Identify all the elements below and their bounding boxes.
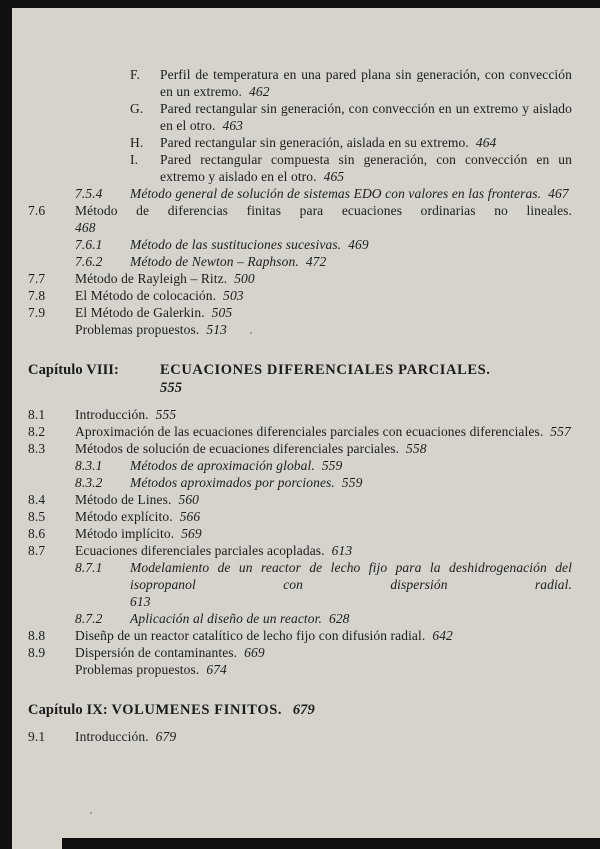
toc-page-number: 642 bbox=[432, 628, 453, 643]
scan-edge-left bbox=[0, 0, 12, 849]
toc-entry-text: Modelamiento de un reactor de lecho fijo para la deshidrogenación del isopropanol con dispersión radial. 613 bbox=[130, 560, 572, 609]
toc-entry-number: 8.5 bbox=[28, 509, 46, 524]
toc-entry-text: Introducción. 679 bbox=[75, 729, 177, 744]
scan-edge-top bbox=[0, 0, 600, 8]
toc-content bbox=[28, 66, 572, 745]
toc-entry-text: Problemas propuestos. 674 bbox=[75, 662, 227, 677]
toc-entry bbox=[28, 304, 572, 321]
toc-entry-number: 9.1 bbox=[28, 729, 46, 744]
toc-entry bbox=[28, 406, 572, 423]
toc-page-number: 505 bbox=[211, 305, 233, 320]
chapter-title: ECUACIONES DIFERENCIALES PARCIALES. bbox=[160, 362, 491, 378]
toc-entry bbox=[28, 270, 572, 287]
toc-entry-number: 8.7.1 bbox=[75, 560, 103, 575]
toc-entry bbox=[28, 661, 572, 678]
toc-page-number: 462 bbox=[249, 84, 270, 99]
toc-page-number: 613 bbox=[130, 594, 151, 609]
toc-entry-number: 8.3.2 bbox=[75, 475, 103, 490]
toc-entry-text: Dispersión de contaminantes. 669 bbox=[75, 645, 265, 660]
toc-page-number: 513 bbox=[206, 322, 227, 337]
chapter-page-number: 555 bbox=[160, 380, 183, 396]
toc-entry-number: 7.6.1 bbox=[75, 237, 103, 252]
toc-entry bbox=[28, 627, 572, 644]
toc-entry-number: 8.2 bbox=[28, 424, 46, 439]
toc-entry bbox=[28, 525, 572, 542]
toc-entry-text: Métodos aproximados por porciones. 559 bbox=[130, 475, 363, 490]
chapter-heading bbox=[28, 361, 572, 397]
toc-entry-text: Aproximación de las ecuaciones diferenciales parciales con ecuaciones diferenciales. 557 bbox=[75, 424, 571, 439]
toc-entry-text: Método de Newton – Raphson. 472 bbox=[130, 254, 327, 269]
toc-entry-number: 8.6 bbox=[28, 526, 46, 541]
toc-page-number: 463 bbox=[222, 118, 244, 133]
toc-entry-number: 7.7 bbox=[28, 271, 46, 286]
toc-entry-text: Métodos de aproximación global. 559 bbox=[130, 458, 343, 473]
toc-page-number: 469 bbox=[348, 237, 369, 252]
toc-entry-number: 8.1 bbox=[28, 407, 46, 422]
toc-entry bbox=[28, 542, 572, 559]
toc-entry-text: El Método de colocación. 503 bbox=[75, 288, 244, 303]
toc-page-number: 558 bbox=[406, 441, 427, 456]
toc-entry-number: 8.9 bbox=[28, 645, 46, 660]
toc-entry-text: Pared rectangular sin generación, con convección en un extremo y aislado en el otro. 463 bbox=[160, 101, 572, 133]
toc-entry bbox=[28, 474, 572, 491]
toc-entry-number: 8.7 bbox=[28, 543, 46, 558]
toc-entry-text: Método de Rayleigh – Ritz. 500 bbox=[75, 271, 255, 286]
toc-page-number: 500 bbox=[234, 271, 255, 286]
toc-page-number: 674 bbox=[206, 662, 227, 677]
chapter-heading bbox=[28, 701, 572, 719]
toc-entry-text: Método explícito. 566 bbox=[75, 509, 201, 524]
toc-entry-text: Método de diferencias finitas para ecuaciones ordinarias no lineales. 468 bbox=[75, 203, 572, 235]
chapter-label: Capítulo VIII: bbox=[28, 362, 119, 378]
toc-entry-number: 7.5.4 bbox=[75, 186, 103, 201]
toc-entry-text: Introducción. 555 bbox=[75, 407, 177, 422]
toc-entry bbox=[28, 66, 572, 100]
toc-entry-number: 8.3.1 bbox=[75, 458, 103, 473]
toc-entry-number: 7.8 bbox=[28, 288, 46, 303]
toc-page-number: 472 bbox=[305, 254, 327, 269]
toc-entry-text: Método general de solución de sistemas EDO con valores en las fronteras. 467 bbox=[130, 186, 569, 201]
toc-entry-number: H. bbox=[130, 135, 144, 150]
toc-entry-number bbox=[28, 661, 75, 678]
toc-entry-number: 8.4 bbox=[28, 492, 46, 507]
toc-entry-text: Métodos de solución de ecuaciones diferenciales parciales. 558 bbox=[75, 441, 427, 456]
toc-entry bbox=[28, 151, 572, 185]
toc-entry bbox=[28, 644, 572, 661]
chapter-title: VOLUMENES FINITOS. bbox=[111, 702, 283, 718]
toc-page-number: 468 bbox=[75, 220, 96, 235]
toc-entry-text: Problemas propuestos. 513 bbox=[75, 322, 227, 337]
toc-entry-text: El Método de Galerkin. 505 bbox=[75, 305, 233, 320]
toc-entry bbox=[28, 321, 572, 338]
toc-entry bbox=[28, 253, 572, 270]
toc-entry bbox=[28, 491, 572, 508]
toc-entry bbox=[28, 610, 572, 627]
toc-page-number: 628 bbox=[328, 611, 350, 626]
toc-entry bbox=[28, 423, 572, 440]
toc-page-number: 559 bbox=[341, 475, 363, 490]
toc-entry bbox=[28, 100, 572, 134]
toc-page-number: 464 bbox=[475, 135, 497, 150]
toc-entry-number: F. bbox=[130, 67, 141, 82]
toc-entry bbox=[28, 202, 572, 236]
toc-entry-number: G. bbox=[130, 101, 144, 116]
toc-entry-number: 7.9 bbox=[28, 305, 46, 320]
toc-entry-number: 8.3 bbox=[28, 441, 46, 456]
toc-page-number: 555 bbox=[155, 407, 177, 422]
toc-entry bbox=[28, 440, 572, 457]
toc-page-number: 613 bbox=[331, 543, 353, 558]
toc-entry-text: Método implícito. 569 bbox=[75, 526, 202, 541]
chapter-label: Capítulo IX: bbox=[28, 702, 108, 718]
toc-page-number: 560 bbox=[178, 492, 200, 507]
toc-page-number: 467 bbox=[548, 186, 569, 201]
toc-entry bbox=[28, 559, 572, 610]
toc-entry-text: Ecuaciones diferenciales parciales acopladas. 613 bbox=[75, 543, 353, 558]
toc-entry-number: 7.6 bbox=[28, 203, 46, 218]
toc-entry-text: Diseñp de un reactor catalítico de lecho fijo con difusión radial. 642 bbox=[75, 628, 453, 643]
toc-entry bbox=[28, 728, 572, 745]
toc-entry-text: Pared rectangular sin generación, aislada en su extremo. 464 bbox=[160, 135, 497, 150]
toc-entry-text: Pared rectangular compuesta sin generación, con convección en un extremo y aislado en el otro. 465 bbox=[160, 152, 572, 184]
toc-page-number: 465 bbox=[323, 169, 345, 184]
chapter-title-block bbox=[160, 361, 491, 397]
toc-entry-number bbox=[28, 321, 75, 338]
toc-page-number: 679 bbox=[155, 729, 177, 744]
toc-entry-text: Aplicación al diseño de un reactor. 628 bbox=[130, 611, 350, 626]
chapter-page-number: 679 bbox=[292, 702, 315, 718]
toc-entry bbox=[28, 287, 572, 304]
toc-entry bbox=[28, 508, 572, 525]
toc-page-number: 566 bbox=[179, 509, 201, 524]
toc-page-number: 569 bbox=[181, 526, 202, 541]
toc-entry bbox=[28, 457, 572, 474]
toc-entry-number: 7.6.2 bbox=[75, 254, 103, 269]
toc-entry-text: Método de las sustituciones sucesivas. 469 bbox=[130, 237, 369, 252]
scan-speck bbox=[90, 812, 92, 814]
toc-entry bbox=[28, 134, 572, 151]
toc-entry-number: 8.8 bbox=[28, 628, 46, 643]
toc-page-number: 503 bbox=[223, 288, 244, 303]
toc-entry bbox=[28, 236, 572, 253]
toc-page-number: 559 bbox=[321, 458, 343, 473]
toc-entry-text: Método de Lines. 560 bbox=[75, 492, 200, 507]
toc-entry-text: Perfil de temperatura en una pared plana sin generación, con convección en un extremo. 462 bbox=[160, 67, 572, 99]
toc-entry-number: I. bbox=[130, 152, 139, 167]
scan-edge-bottom bbox=[62, 838, 600, 849]
toc-entry-number: 8.7.2 bbox=[75, 611, 103, 626]
toc-entry bbox=[28, 185, 572, 202]
toc-page-number: 557 bbox=[550, 424, 571, 439]
toc-page-number: 669 bbox=[244, 645, 265, 660]
